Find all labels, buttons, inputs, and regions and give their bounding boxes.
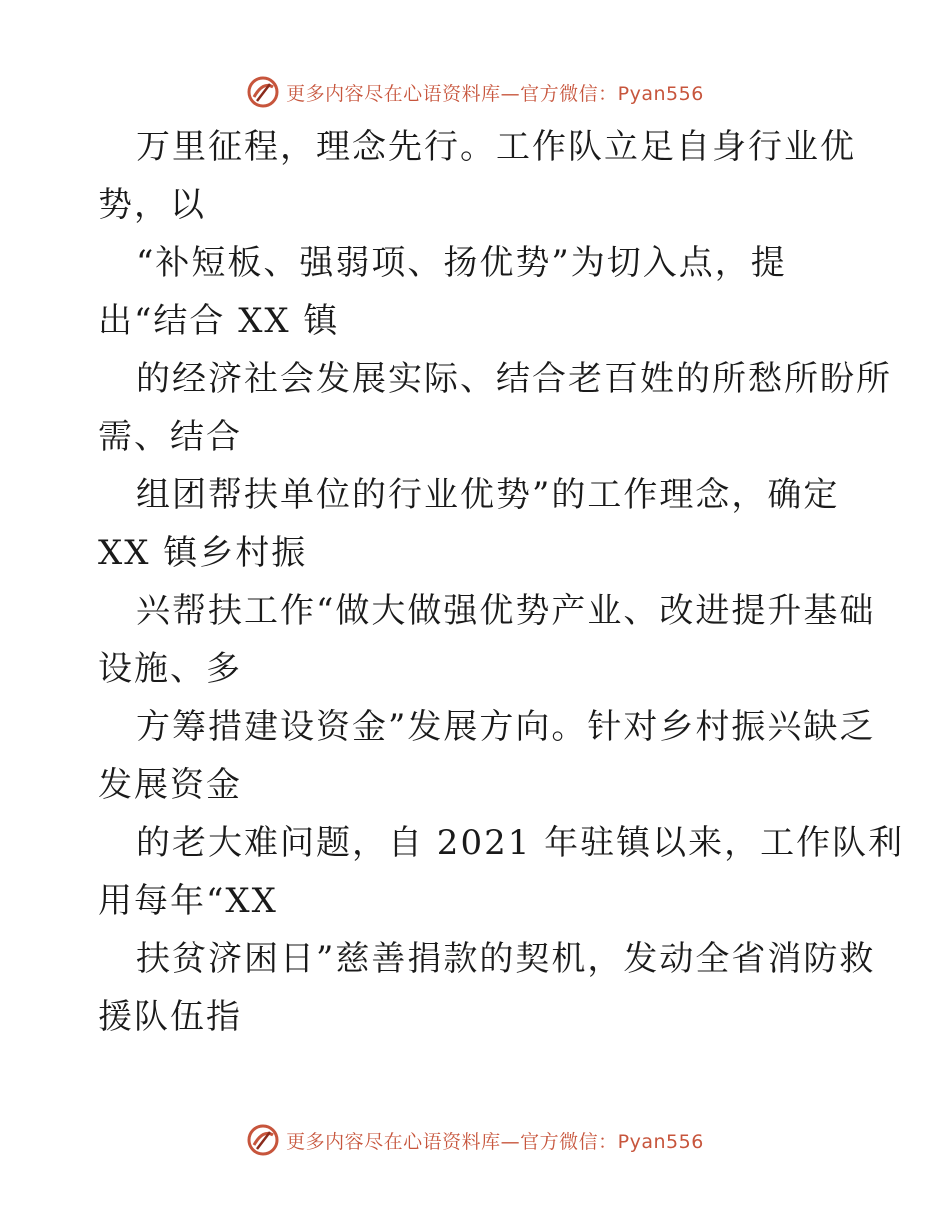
text-line: 用每年“XX: [98, 881, 278, 921]
text-line: 组团帮扶单位的行业优势”的工作理念，确定: [136, 475, 840, 515]
text-line: 设施、多: [98, 649, 242, 689]
footer-watermark: [0, 1120, 950, 1160]
document-body: [98, 118, 905, 1046]
text-line: 援队伍指: [98, 997, 242, 1037]
text-line: 万里征程，理念先行。工作队立足自身行业优: [136, 127, 856, 167]
text-line: “补短板、强弱项、扬优势”为切入点，提: [136, 243, 787, 283]
text-line: 兴帮扶工作“做大做强优势产业、改进提升基础: [136, 591, 876, 631]
text-line: 需、结合: [98, 417, 242, 457]
text-line: 的经济社会发展实际、结合老百姓的所愁所盼所: [136, 359, 892, 399]
logo-icon: [246, 75, 280, 109]
text-line: 方筹措建设资金”发展方向。针对乡村振兴缺乏: [136, 707, 876, 747]
logo-icon: [246, 1123, 280, 1157]
text-line: 发展资金: [98, 765, 242, 805]
text-line: 的老大难问题，自 2021 年驻镇以来，工作队利: [136, 823, 905, 863]
watermark-text: 更多内容尽在心语资料库—官方微信：Pyan556: [286, 1130, 704, 1153]
text-line: 势，以: [98, 185, 206, 225]
text-line: 扶贫济困日”慈善捐款的契机，发动全省消防救: [136, 939, 876, 979]
text-line: XX 镇乡村振: [98, 533, 308, 573]
watermark-text: 更多内容尽在心语资料库—官方微信：Pyan556: [286, 82, 704, 105]
header-watermark: [0, 72, 950, 112]
text-line: 出“结合 XX 镇: [98, 301, 340, 341]
